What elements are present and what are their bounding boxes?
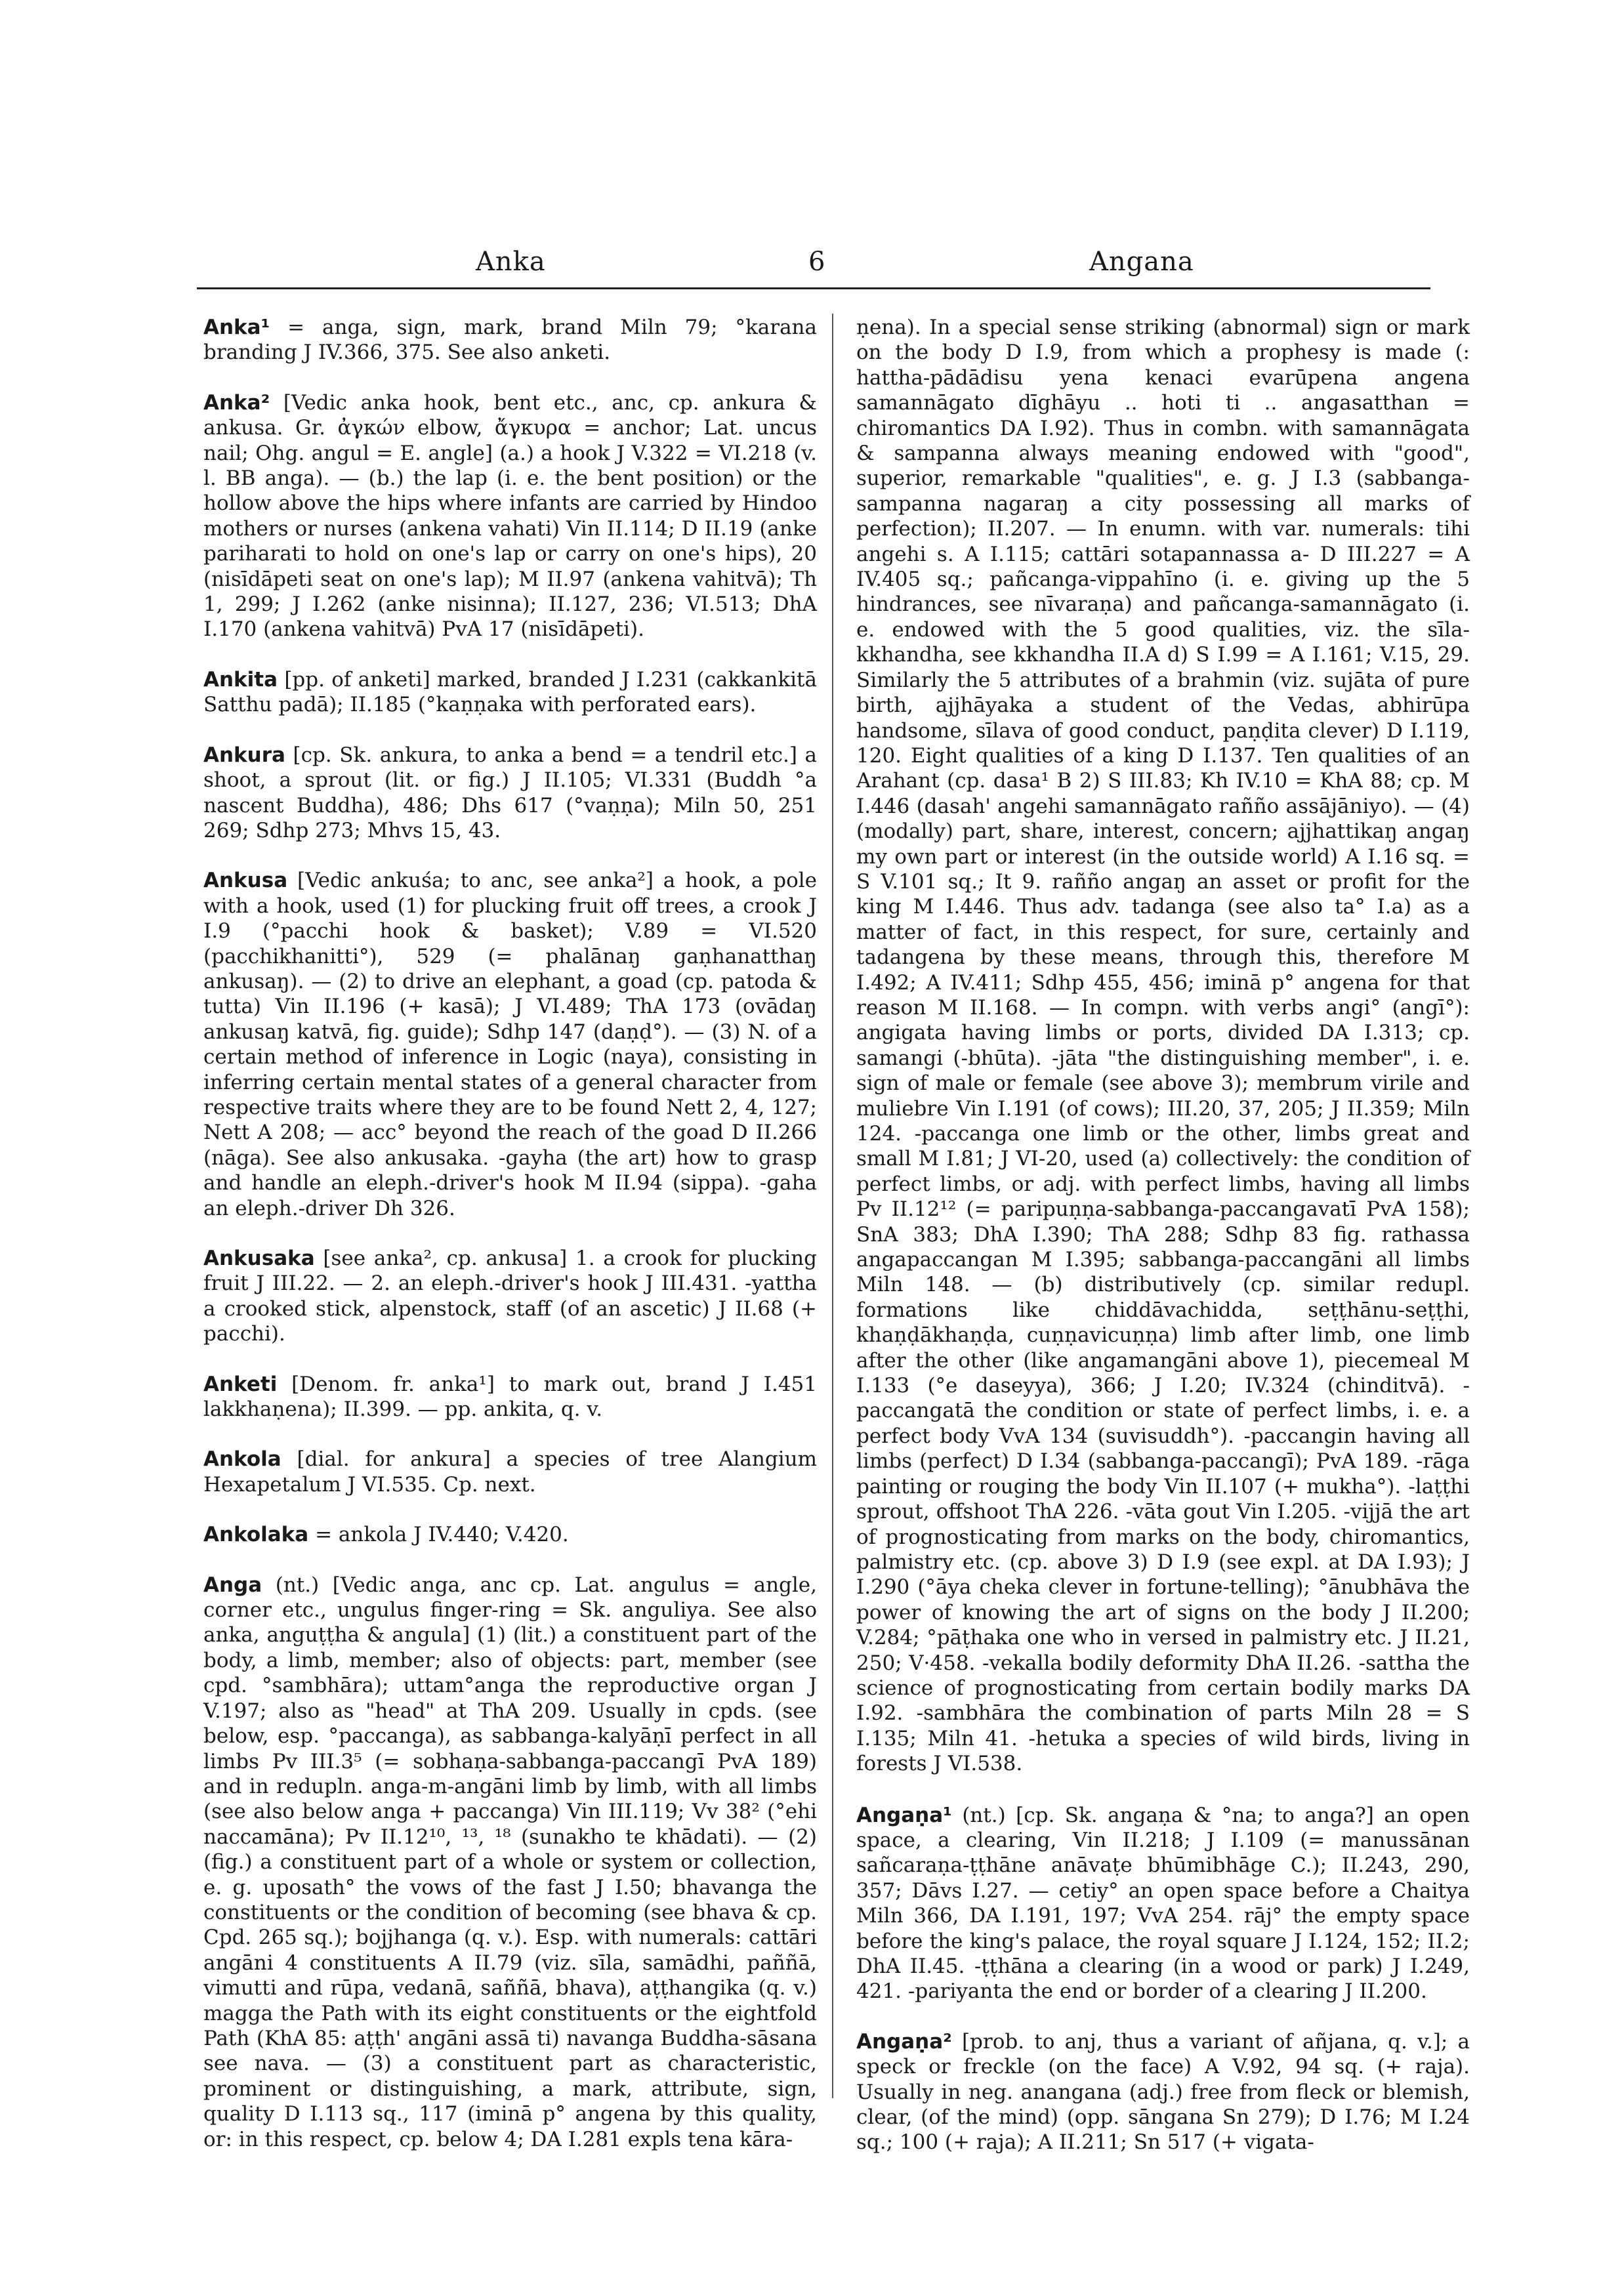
entry-text: = ankola J IV.440; V.420. bbox=[308, 1523, 569, 1547]
dictionary-entry bbox=[203, 1447, 817, 1497]
dictionary-entry bbox=[203, 1372, 817, 1422]
dictionary-entry bbox=[203, 743, 817, 844]
entry-headword: Ankola bbox=[203, 1447, 281, 1472]
column-divider bbox=[832, 314, 833, 2098]
entry-text: [Denom. fr. anka¹] to mark out, brand J I.451 lakkhaṇena); II.399. — pp. ankita, q. v. bbox=[203, 1372, 817, 1422]
dictionary-entry bbox=[856, 1803, 1470, 2004]
page-number: 6 bbox=[808, 247, 826, 277]
entry-text: [Vedic ankuśa; to anc, see anka²] a hook, a pole with a hook, used (1) for plucking fruit off trees, a crook J I.9 (°pacchi hook & basket); V.89 = VI.520 (pacchikhanitti°), 529 (= phalānaŋ gaṇhanatthaŋ ankusaŋ). — (2) to drive an elephant, a goad (cp. patoda & tutta) Vin II.196 (+ kasā); J VI.489; ThA 173 (ovādaŋ ankusaŋ katvā, fig. guide); Sdhp 147 (daṇḍ°). — (3) N. of a certain method of inference in Logic (naya), consisting in inferring certain mental states of a general character from respective traits where they are to be found Nett 2, 4, 127; Nett A 208; — acc° beyond the reach of the goad D II.266 (nāga). See also ankusaka. -gayha (the art) how to grasp and handle an eleph.-driver's hook M II.94 (sippa). -gaha an eleph.-driver Dh 326. bbox=[203, 869, 817, 1220]
running-head-right: Angana bbox=[1089, 247, 1194, 277]
dictionary-entry bbox=[203, 1573, 817, 2152]
dictionary-entry bbox=[203, 1246, 817, 1347]
dictionary-entry bbox=[203, 868, 817, 1221]
entry-headword: Ankita bbox=[203, 667, 278, 692]
entry-headword: Anga bbox=[203, 1573, 262, 1597]
right-column bbox=[856, 315, 1470, 2180]
entry-headword: Ankolaka bbox=[203, 1523, 309, 1547]
entry-headword: Ankusaka bbox=[203, 1247, 315, 1270]
entry-text: [pp. of anketi] marked, branded J I.231 (cakkankitā Satthu padā); II.185 (°kaṇṇaka with perforated ears). bbox=[203, 667, 817, 717]
dictionary-entry bbox=[203, 315, 817, 365]
running-head-left: Anka bbox=[476, 247, 546, 277]
dictionary-entry bbox=[203, 1522, 817, 1547]
left-column bbox=[203, 315, 817, 2177]
entry-continuation: ṇena). In a special sense striking (abnormal) sign or mark on the body D I.9, from which a prophesy is made (: hattha-pādādisu yena kenaci evarūpena angena samannāgato dīghāyu .. hoti ti .. angasatthan = chiromantics DA I.92). Thus in combn. with samannāgata & sampanna always meaning endowed with "good", superior, remarkable "qualities", e. g. J I.3 (sabbanga-sampanna nagaraŋ a city possessing all marks of perfection); II.207. — In enumn. with var. numerals: tihi angehi s. A I.115; cattāri sotapannassa a- D III.227 = A IV.405 sq.; pañcanga-vippahīno (i. e. giving up the 5 hindrances, see nīvaraṇa) and pañcanga-samannāgato (i. e. endowed with the 5 good qualities, viz. the sīla-kkhandha, see kkhandha II.A d) S I.99 = A I.161; V.15, 29. Similarly the 5 attributes of a brahmin (viz. sujāta of pure birth, ajjhāyaka a student of the Vedas, abhirūpa handsome, sīlava of good conduct, paṇḍita clever) D I.119, 120. Eight qualities of a king D I.137. Ten qualities of an Arahant (cp. dasa¹ B 2) S III.83; Kh IV.10 = KhA 88; cp. M I.446 (dasah' angehi samannāgato rañño assājāniyo). — (4) (modally) part, share, interest, concern; ajjhattikaŋ angaŋ my own part or interest (in the outside world) A I.16 sq. = S V.101 sq.; It 9. rañño angaŋ an asset or profit for the king M I.446. Thus adv. tadanga (see also ta° I.a) as a matter of fact, in this respect, for sure, certainly and tadangena by these means, through this, therefore M I.492; A IV.411; Sdhp 455, 456; iminā p° angena for that reason M II.168. — In compn. with verbs angi° (angī°): angigata having limbs or ports, divided DA I.313; cp. samangi (-bhūta). -jāta "the distinguishing member", i. e. sign of male or female (see above 3); membrum virile and muliebre Vin I.191 (of cows); III.20, 37, 205; J II.359; Miln 124. -paccanga one limb or the other, limbs great and small M I.81; J VI-20, used (a) collectively: the condition of perfect limbs, or adj. with perfect limbs, having all limbs Pv II.12¹² (= paripuṇṇa-sabbanga-paccangavatī PvA 158); SnA 383; DhA I.390; ThA 288; Sdhp 83 fig. rathassa angapaccangan M I.395; sabbanga-paccangāni all limbs Miln 148. — (b) distributively (cp. similar redupl. formations like chiddāvachidda, seṭṭhānu-seṭṭhi, khaṇḍākhaṇḍa, cuṇṇavicuṇṇa) limb after limb, one limb after the other (like angamangāni above 1), piecemeal M I.133 (°e daseyya), 366; J I.20; IV.324 (chinditvā). -paccangatā the condition or state of perfect limbs, i. e. a perfect body VvA 134 (suvisuddh°). -paccangin having all limbs (perfect) D I.34 (sabbanga-paccangī); PvA 189. -rāga painting or rouging the body Vin II.107 (+ mukha°). -laṭṭhi sprout, offshoot ThA 226. -vāta gout Vin I.205. -vijjā the art of prognosticating from marks on the body, chiromantics, palmistry etc. (cp. above 3) D I.9 (see expl. at DA I.93); J I.290 (°āya cheka clever in fortune-telling); °ānubhāva the power of knowing the art of signs on the body J II.200; V.284; °pāṭhaka one who in versed in palmistry etc. J II.21, 250; V·458. -vekalla bodily deformity DhA II.26. -sattha the science of prognosticating from certain bodily marks DA I.92. -sambhāra the combination of parts Miln 28 = S I.135; Miln 41. -hetuka a species of wild birds, living in forests J VI.538. bbox=[856, 316, 1470, 1776]
entry-text: [dial. for ankura] a species of tree Alangium Hexapetalum J VI.535. Cp. next. bbox=[203, 1447, 817, 1497]
entry-headword: Angaṇa¹ bbox=[856, 1803, 952, 1827]
entry-text: = anga, sign, mark, brand Miln 79; °karana branding J IV.366, 375. See also anketi. bbox=[203, 316, 817, 365]
header-rule bbox=[197, 287, 1430, 289]
entry-text: (nt.) [cp. Sk. angaṇa & °na; to anga?] an open space, a clearing, Vin II.218; J I.109 (= manussānan sañcaraṇa-ṭṭhāne anāvaṭe bhūmibhāge C.); II.243, 290, 357; Dāvs I.27. — cetiy° an open space before a Chaitya Miln 366, DA I.191, 197; VvA 254. rāj° the empty space before the king's palace, the royal square J I.124, 152; II.2; DhA II.45. -ṭṭhāna a clearing (in a wood or park) J I.249, 421. -pariyanta the end or border of a clearing J II.200. bbox=[856, 1803, 1470, 2004]
entry-headword: Ankusa bbox=[203, 869, 288, 893]
entry-text: [see anka², cp. ankusa] 1. a crook for plucking fruit J III.22. — 2. an eleph.-driver's hook J III.431. -yattha a crooked stick, alpenstock, staff (of an ascetic) J II.68 (+ pacchi). bbox=[203, 1247, 817, 1346]
entry-headword: Anketi bbox=[203, 1372, 278, 1396]
entry-headword: Anka¹ bbox=[203, 316, 270, 339]
dictionary-entry bbox=[203, 390, 817, 642]
dictionary-entry bbox=[203, 667, 817, 718]
entry-text: [prob. to anj, thus a variant of añjana, q. v.]; a speck or freckle (on the face) A V.92, 94 sq. (+ raja). Usually in neg. anangana (adj.) free from fleck or blemish, clear, (of the mind) (opp. sāngana Sn 279); D I.76; M I.24 sq.; 100 (+ raja); A II.211; Sn 517 (+ vigata- bbox=[856, 2029, 1470, 2155]
dictionary-entry bbox=[856, 2029, 1470, 2155]
entry-headword: Ankura bbox=[203, 743, 285, 767]
entry-text: [Vedic anka hook, bent etc., anc, cp. ankura & ankusa. Gr. ἀγκών elbow, ἄγκυρα = anchor; Lat. uncus nail; Ohg. angul = E. angle] (a.) a hook J V.322 = VI.218 (v. l. BB anga). — (b.) the lap (i. e. the bent position) or the hollow above the hips where infants are carried by Hindoo mothers or nurses (ankena vahati) Vin II.114; D II.19 (anke pariharati to hold on one's lap or carry on one's hips), 20 (nisīdāpeti seat on one's lap); M II.97 (ankena vahitvā); Th 1, 299; J I.262 (anke nisinna); II.127, 236; VI.513; DhA I.170 (ankena vahitvā) PvA 17 (nisīdāpeti). bbox=[203, 390, 817, 642]
entry-headword: Angaṇa² bbox=[856, 2029, 952, 2054]
entry-text: (nt.) [Vedic anga, anc cp. Lat. angulus = angle, corner etc., ungulus finger-ring = Sk. anguliya. See also anka, anguṭṭha & angula] (1) (lit.) a constituent part of the body, a limb, member; also of objects: part, member (see cpd. °sambhāra); uttam°anga the reproductive organ J V.197; also as "head" at ThA 209. Usually in cpds. (see below, esp. °paccanga), as sabbanga-kalyāṇī perfect in all limbs Pv III.3⁵ (= sobhaṇa-sabbanga-paccangī PvA 189) and in redupln. anga-m-angāni limb by limb, with all limbs (see also below anga + paccanga) Vin III.119; Vv 38² (°ehi naccamāna); Pv II.12¹⁰, ¹³, ¹⁸ (sunakho te khādati). — (2) (fig.) a constituent part of a whole or system or collection, e. g. uposath° the vows of the fast J I.50; bhavanga the constituents or the condition of becoming (see bhava & cp. Cpd. 265 sq.); bojjhanga (q. v.). Esp. with numerals: cattāri angāni 4 constituents A II.79 (viz. sīla, samādhi, paññā, vimutti and rūpa, vedanā, saññā, bhava), aṭṭhangika (q. v.) magga the Path with its eight constituents or the eightfold Path (KhA 85: aṭṭh' angāni assā ti) navanga Buddha-sāsana see nava. — (3) a constituent part as characteristic, prominent or distinguishing, a mark, attribute, sign, quality D I.113 sq., 117 (iminā p° angena by this quality, or: in this respect, cp. below 4; DA I.281 expls tena kāra- bbox=[203, 1573, 817, 2151]
entry-headword: Anka² bbox=[203, 390, 270, 415]
entry-text: [cp. Sk. ankura, to anka a bend = a tendril etc.] a shoot, a sprout (lit. or fig.) J II.105; VI.331 (Buddh °a nascent Buddha), 486; Dhs 617 (°vaṇṇa); Miln 50, 251 269; Sdhp 273; Mhvs 15, 43. bbox=[203, 743, 817, 842]
